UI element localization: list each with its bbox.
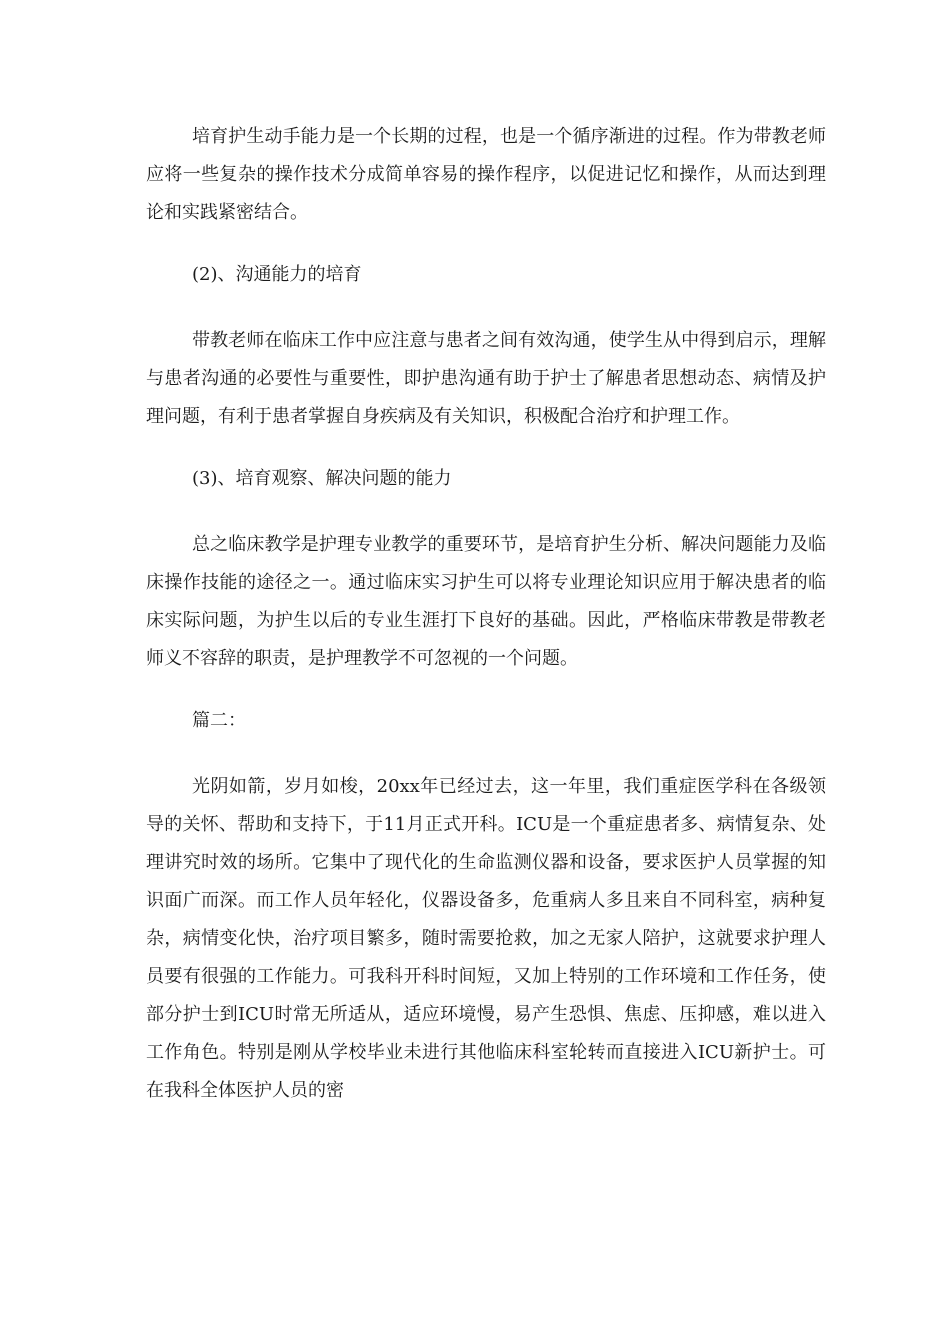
paragraph-communication: 带教老师在临床工作中应注意与患者之间有效沟通，使学生从中得到启示，理解与患者沟通的必要性与重要性，即护患沟通有助于护士了解患者思想动态、病情及护理问题，有利于患者掌握自身疾病及有关知识，积极配合治疗和护理工作。 [146,330,826,427]
paragraph-conclusion: 总之临床教学是护理专业教学的重要环节，是培育护生分析、解决问题能力及临床操作技能的途径之一。通过临床实习护生可以将专业理论知识应用于解决患者的临床实际问题，为护生以后的专业生涯打下良好的基础。因此，严格临床带教是带教老师义不容辞的职责，是护理教学不可忽视的一个问题。 [146,534,826,669]
document-body [146,118,826,1110]
heading-communication: (2)、沟通能力的培育 [192,264,362,285]
paragraph-icu: 光阴如箭，岁月如梭，20xx年已经过去，这一年里，我们重症医学科在各级领导的关怀、帮助和支持下，于11月正式开科。ICU是一个重症患者多、病情复杂、处理讲究时效的场所。它集中了现代化的生命监测仪器和设备，要求医护人员掌握的知识面广而深。而工作人员年轻化，仪器设备多，危重病人多且来自不同科室，病种复杂，病情变化快，治疗项目繁多，随时需要抢救，加之无家人陪护，这就要求护理人员要有很强的工作能力。可我科开科时间短，又加上特别的工作环境和工作任务，使部分护士到ICU时常无所适从，适应环境慢，易产生恐惧、焦虑、压抑感，难以进入工作角色。特别是刚从学校毕业未进行其他临床科室轮转而直接进入ICU新护士。可在我科全体医护人员的密 [146,776,826,1101]
heading-part-two: 篇二： [192,710,246,731]
heading-observation: (3)、培育观察、解决问题的能力 [192,468,452,489]
paragraph-hands-on-skills: 培育护生动手能力是一个长期的过程，也是一个循序渐进的过程。作为带教老师应将一些复杂的操作技术分成简单容易的操作程序，以促进记忆和操作，从而达到理论和实践紧密结合。 [146,126,826,223]
